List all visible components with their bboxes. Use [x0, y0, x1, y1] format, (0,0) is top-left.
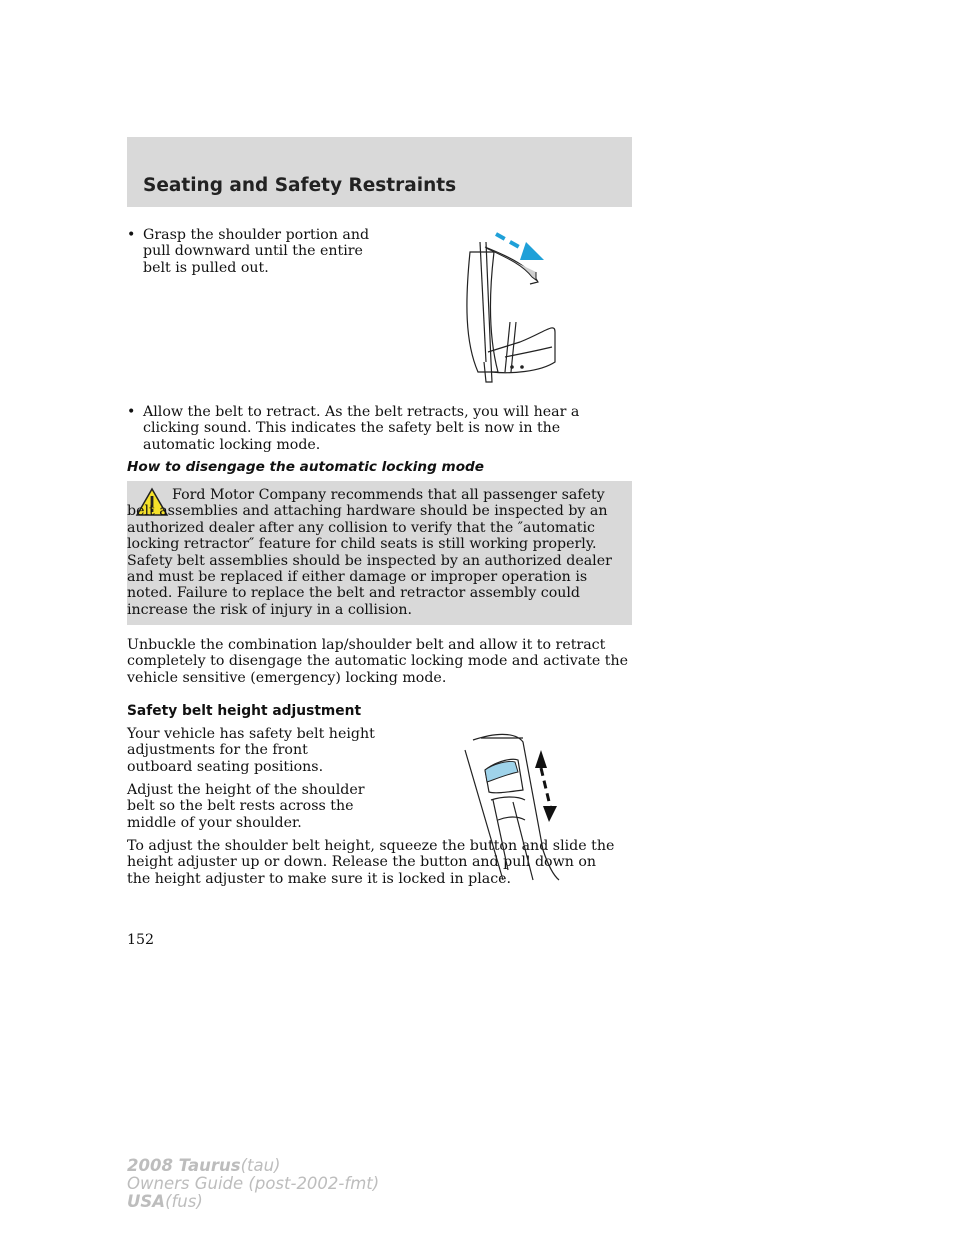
bullet-symbol: • — [127, 404, 136, 420]
warning-text: Ford Motor Company recommends that all passenger safety belt assemblies and attaching hardware should be inspected by an authorized dealer after any collision to verify that the ″automatic locking retractor″ feature for child seats is still working properly. Safety belt assemblies should be inspected by an authorized dealer and must be replaced if either damage or improper operation is noted. Failure to replace the belt and retractor assembly could increase the risk of injury in a collision. — [127, 487, 612, 618]
bullet-text: Allow the belt to retract. As the belt retracts, you will hear a clicking sound. This indicates the safety belt is now in the automatic locking mode. — [143, 404, 580, 453]
bullet-item — [127, 227, 373, 276]
document-footer — [127, 1157, 379, 1211]
footer-model-code: (tau) — [240, 1156, 281, 1175]
height-adjustment-heading: Safety belt height adjustment — [127, 703, 362, 719]
disengage-paragraph: Unbuckle the combination lap/shoulder belt and allow it to retract completely to disengage the automatic locking mode and activate the vehicle sensitive (emergency) locking mode. — [127, 637, 629, 686]
disengage-heading: How to disengage the automatic locking mode — [127, 459, 484, 475]
footer-line-1 — [127, 1157, 379, 1175]
footer-market-code: (fus) — [165, 1192, 203, 1211]
height-paragraph-3-text: To adjust the shoulder belt height, squeeze the button and slide the height adjuster up or down. Release the button and pull down on the height adjuster to make sure it is locked in place. — [127, 838, 615, 887]
page-number: 152 — [127, 932, 155, 948]
bullet-text: Grasp the shoulder portion and pull downward until the entire belt is pulled out. — [143, 227, 370, 276]
height-paragraph-2: Adjust the height of the shoulder belt so the belt rests across the middle of your shoulder. — [127, 782, 365, 831]
bullet-item — [127, 404, 632, 453]
footer-line-2: Owners Guide (post-2002-fmt) — [127, 1174, 380, 1193]
footer-model: 2008 Taurus — [127, 1156, 241, 1175]
belt-height-adjuster-illustration — [463, 730, 573, 888]
section-header-band — [127, 137, 632, 207]
footer-market: USA — [127, 1192, 166, 1211]
footer-line-3 — [127, 1193, 379, 1211]
height-paragraph-1: Your vehicle has safety belt height adjustments for the front outboard seating positions. — [127, 726, 375, 775]
warning-box — [127, 481, 632, 625]
section-title: Seating and Safety Restraints — [143, 175, 457, 196]
bullet-symbol: • — [127, 227, 136, 243]
seat-belt-pull-illustration — [460, 222, 580, 392]
